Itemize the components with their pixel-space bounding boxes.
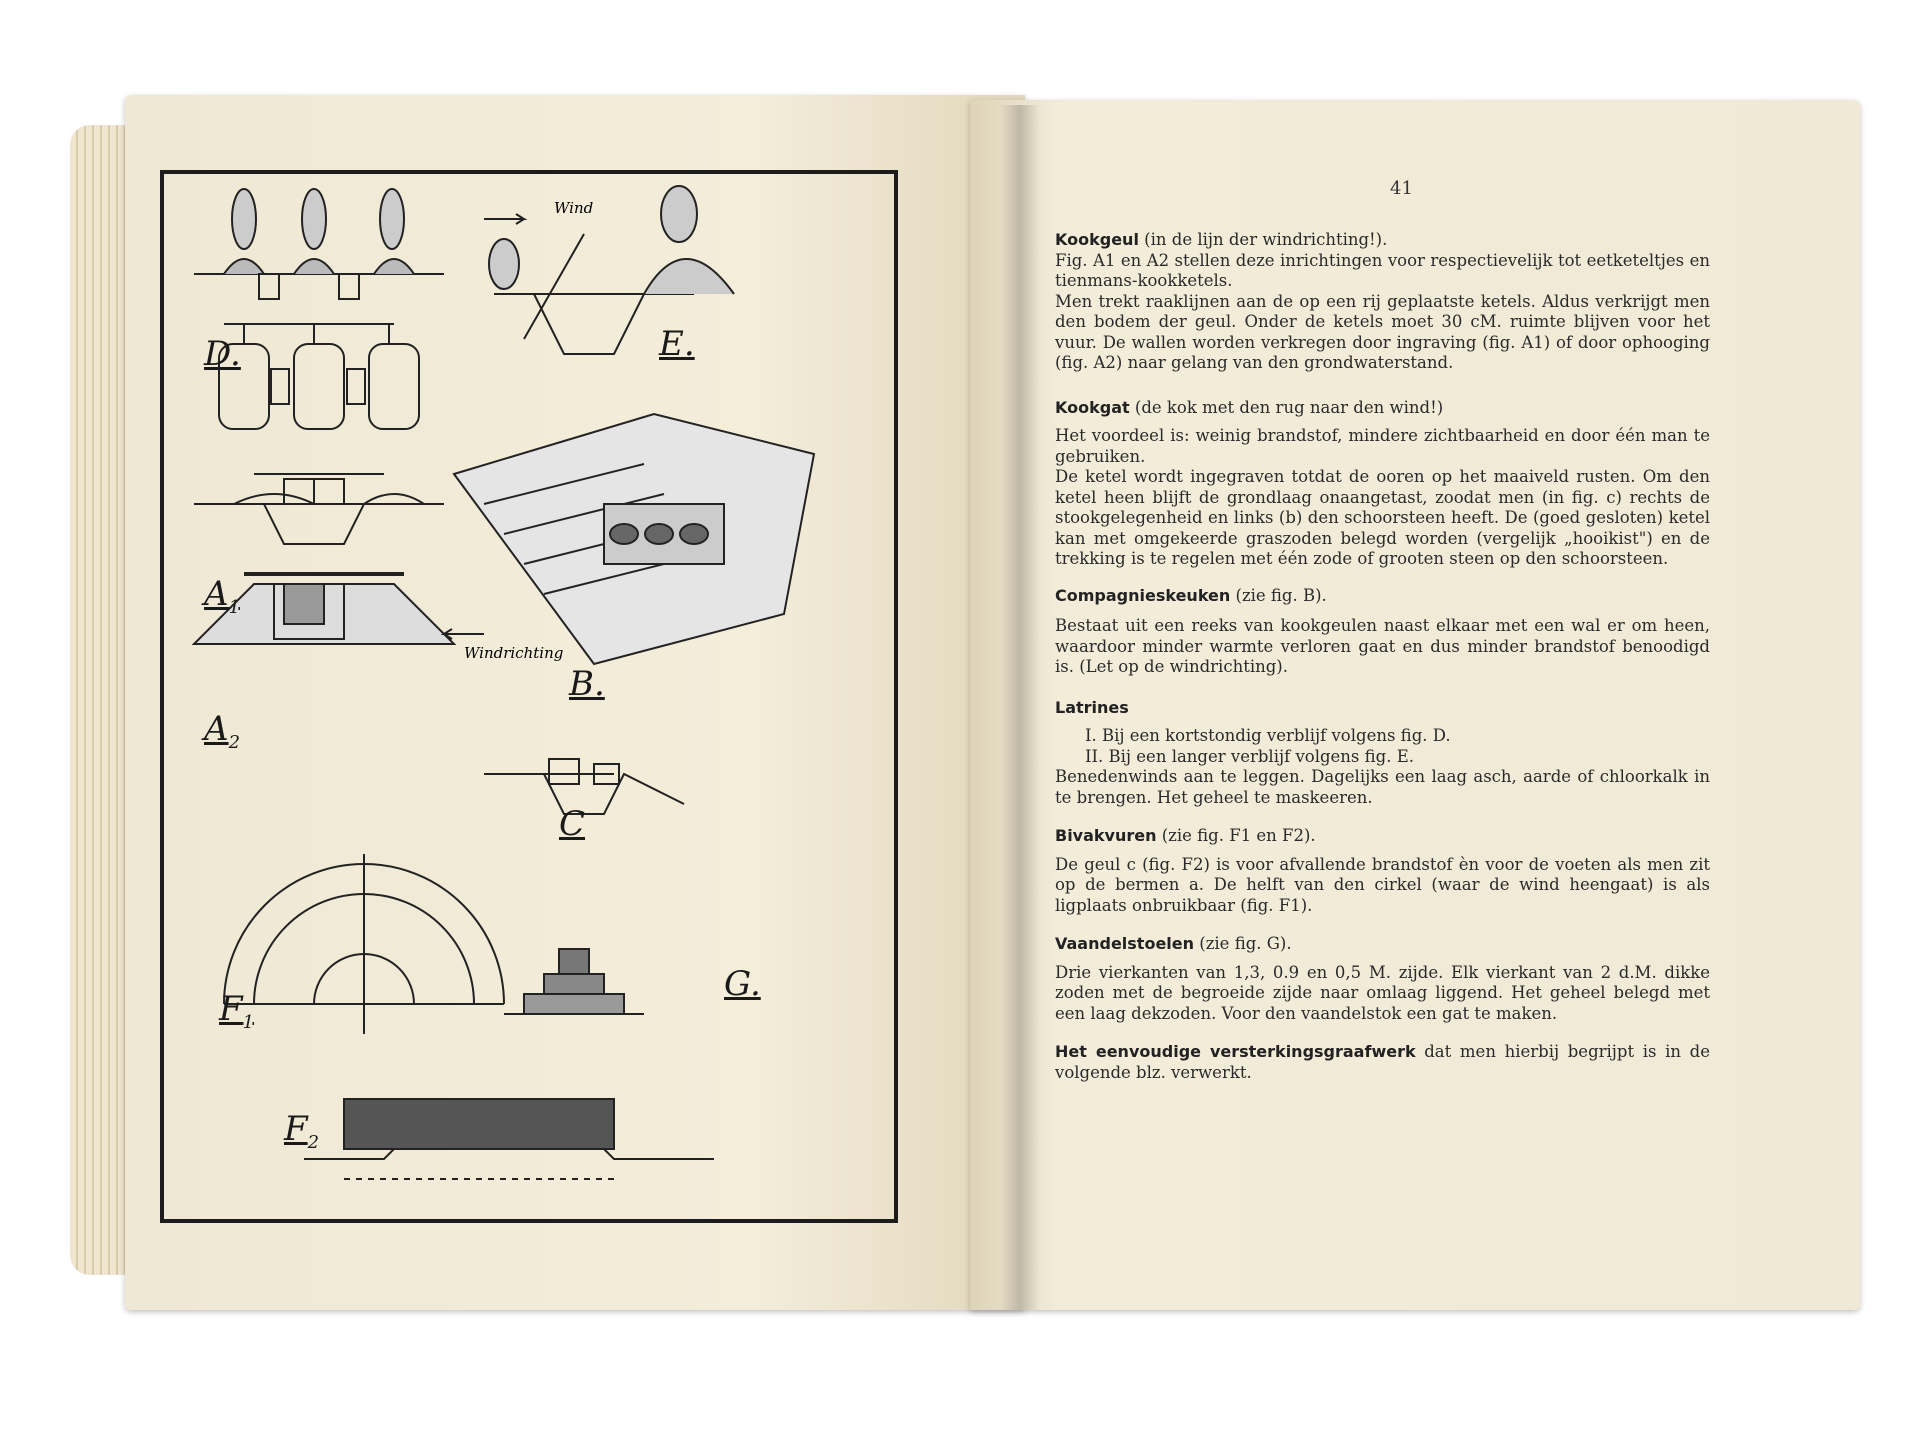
page-stack-edge [70,125,130,1275]
section-latrines [1055,698,1710,809]
fig-label-c: C [559,804,586,844]
list-item: II. Bij een langer verblijf volgens fig. E. [1085,746,1414,766]
fig-f2-section [304,1099,714,1179]
heading-bivakvuren-rest: (zie fig. F1 en F2). [1156,826,1316,845]
heading-vaandelstoelen: Vaandelstoelen [1055,934,1195,953]
heading-compagnieskeuken-rest: (zie fig. B). [1230,585,1327,605]
fig-label-f2: $F_2$ [284,1109,320,1153]
heading-versterkingsgraafwerk-rest: dat men hierbij begrijpt is in de volgende blz. verwerkt. [1055,1042,1710,1082]
heading-vaandelstoelen-rest: (zie fig. G). [1194,934,1292,953]
section-vaandelstoelen [1055,934,1710,1024]
paragraph: Fig. A1 en A2 stellen deze inrichtingen voor respectievelijk tot eetketeltjes en tienmans-kookketels. [1055,250,1710,290]
paragraph: De ketel wordt ingegraven totdat de ooren op het maaiveld rusten. Om den ketel heen blijft de grondlaag onaangetast, zoodat men (in fig. c) rechts de stookgelegenheid en links (b) den schoorsteen heeft. De (goed gesloten) ketel kan met omgekeerde graszoden belegd worden (vergelijk „hooikist") en de trekking is te regelen met één zode of grooten steen op den schoorsteen. [1055,467,1710,568]
paragraph: Benedenwinds aan te leggen. Dagelijks een laag asch, aarde of chloorkalk in te brengen. Het geheel te maskeeren. [1055,767,1710,807]
paragraph: Drie vierkanten van 1,3, 0.9 en 0,5 M. zijde. Elk vierkant van 2 d.M. dikke zoden met de begroeide zijde naar omlaag liggend. Het geheel belegd met een laag dekzoden. Voor den vaandelstok een gat te maken. [1055,962,1710,1023]
heading-kookgeul-rest: (in de lijn der windrichting!). [1138,230,1388,249]
fig-b-perspective [444,414,814,664]
fig-label-b: B. [569,664,605,704]
heading-compagnieskeuken: Compagnieskeuken [1055,585,1231,605]
list-item: I. Bij een kortstondig verblijf volgens fig. D. [1085,726,1451,745]
fig-label-a1: $A_1$ [204,574,241,618]
wind-label: Wind [554,199,594,217]
section-bivakvuren [1055,826,1710,916]
heading-kookgat: Kookgat [1055,397,1130,417]
book-gutter [1000,105,1040,1310]
plate-drawings [164,174,894,1219]
fig-label-e: E. [659,324,695,364]
windrichting-label: Windrichting [464,644,564,662]
heading-kookgeul: Kookgeul [1055,230,1139,249]
fig-e-section [484,186,734,354]
fig-label-f1: $F_1$ [219,989,255,1033]
paragraph: Het voordeel is: weinig brandstof, mindere zichtbaarheid en door één man te gebruiken. [1055,426,1710,466]
fig-d-plan [219,324,419,429]
page-text [1055,230,1710,1083]
fig-d-section [194,189,444,299]
fig-label-a2: $A_2$ [204,709,241,753]
page-number: 41 [1390,178,1413,199]
heading-kookgat-rest: (de kok met den rug naar den wind!) [1129,397,1444,417]
section-kookgat [1055,398,1710,570]
fig-label-g: G. [724,964,761,1004]
illustration-plate [160,170,898,1223]
fig-a1-section [194,474,444,544]
fig-label-d: D. [204,334,241,374]
section-versterkingsgraafwerk [1055,1042,1710,1083]
heading-versterkingsgraafwerk: Het eenvoudige versterkingsgraafwerk [1055,1042,1416,1061]
paragraph: Men trekt raaklijnen aan de op een rij geplaatste ketels. Aldus verkrijgt men den bodem der geul. Onder de ketels moet 30 cM. ruimte blijven voor het vuur. De wallen worden verkregen door ingraving (fig. A1) of door ophooging (fig. A2) naar gelang van den grondwaterstand. [1055,291,1710,372]
section-kookgeul [1055,230,1710,374]
section-compagnieskeuken [1055,586,1710,678]
fig-f1-plan [224,854,504,1034]
heading-latrines: Latrines [1055,697,1129,717]
paragraph: Bestaat uit een reeks van kookgeulen naast elkaar met een wal er om heen, waardoor minder warmte verloren gaat en dus minder brandstof benoodigd is. (Let op de windrichting). [1055,616,1710,676]
paragraph: De geul c (fig. F2) is voor afvallende brandstof èn voor de voeten als men zit op de bermen a. De helft van den cirkel (waar de wind heengaat) is als ligplaats onbruikbaar (fig. F1). [1055,854,1710,915]
heading-bivakvuren: Bivakvuren [1055,826,1157,845]
fig-g-stack [504,949,644,1014]
